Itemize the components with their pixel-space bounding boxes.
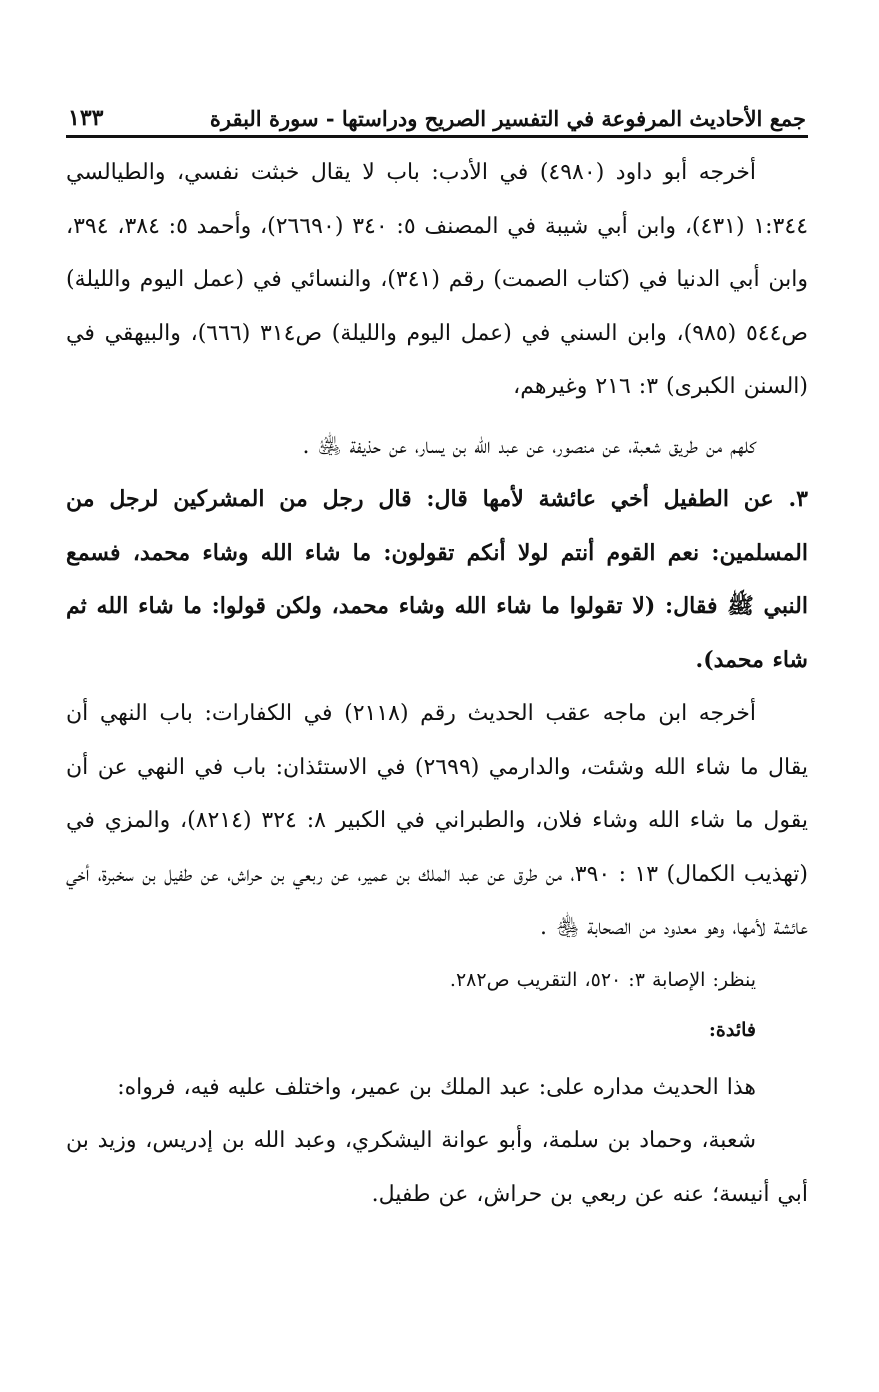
- page-number: ١٣٣: [68, 105, 104, 131]
- header-title: جمع الأحاديث المرفوعة في التفسير الصريح ودراستها - سورة البقرة: [209, 106, 806, 131]
- benefit-paragraph-2: شعبة، وحماد بن سلمة، وأبو عوانة اليشكري، وعبد الله بن إدريس، وزيد بن أبي أنيسة؛ عنه عن ربعي بن حراش، عن طفيل.: [66, 1128, 808, 1207]
- takhrij-paragraph-2: أخرجه ابن ماجه عقب الحديث رقم (٢١١٨) في الكفارات: باب النهي أن يقال ما شاء الله وشئت، والدارمي (٢٦٩٩) في الاستئذان: باب في النهي عن أن يقول ما شاء الله وشاء فلان، والطبراني في الكبير ٨: ٣٢٤ (٨٢١٤)، والمزي في (تهذيب الكمال) ١٣ : ٣٩٠، من طرق عن عبد الملك بن عمير، عن ربعي بن حراش، عن طفيل بن سخبرة، أخي عائشة لأمها، وهو معدود من الصحابة ﵃ .: [66, 701, 809, 940]
- main-text: [66, 138, 808, 1221]
- benefit-heading: فائدة:: [708, 1018, 756, 1041]
- benefit-paragraph-1: هذا الحديث مداره على: عبد الملك بن عمير، واختلف عليه فيه، فرواه:: [117, 1074, 756, 1100]
- reference-note: ينظر: الإصابة ٣: ٥٢٠، التقريب ص٢٨٢.: [449, 968, 756, 991]
- takhrij-paragraph-1: أخرجه أبو داود (٤٩٨٠) في الأدب: باب لا يقال خبثت نفسي، والطيالسي ١:٣٤٤ (٤٣١)، وابن أبي شيبة في المصنف ٥: ٣٤٠ (٢٦٦٩٠)، وأحمد ٥: ٣٨٤، ٣٩٤، وابن أبي الدنيا في (كتاب الصمت) رقم (٣٤١)، والنسائي في (عمل اليوم والليلة) ص٥٤٤ (٩٨٥)، وابن السني في (عمل اليوم والليلة) ص٣١٤ (٦٦٦)، والبيهقي في (السنن الكبرى) ٣: ٢١٦ وغيرهم،: [66, 160, 809, 399]
- running-header: [66, 95, 808, 138]
- isnad-paragraph-1: كلهم من طريق شعبة، عن منصور، عن عبد الله بن يسار، عن حذيفة ﵁ .: [302, 433, 756, 459]
- hadith-paragraph-3: ٣. عن الطفيل أخي عائشة لأمها قال: قال رجل من المشركين لرجل من المسلمين: نعم القوم أنتم لولا أنكم تقولون: ما شاء الله وشاء محمد، فسمع النبي ﷺ فقال: (لا تقولوا ما شاء الله وشاء محمد، ولكن قولوا: ما شاء الله ثم شاء محمد).: [66, 486, 808, 673]
- page-body: [66, 95, 808, 1295]
